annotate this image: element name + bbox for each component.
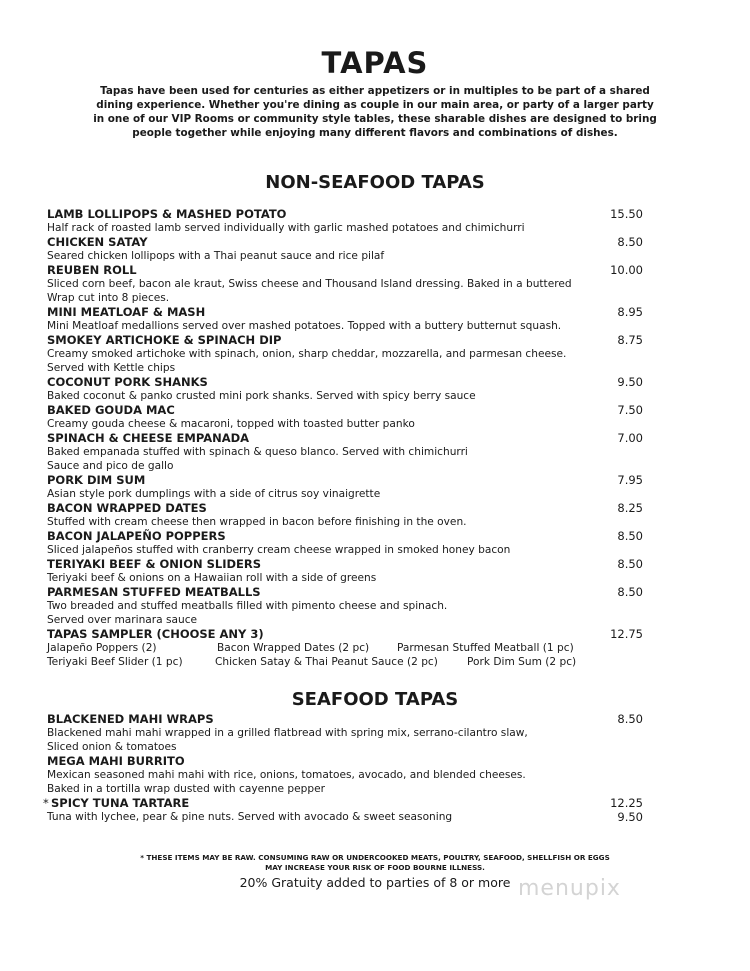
item-description: Stuffed with cream cheese then wrapped in bacon before finishing in the oven. (47, 516, 467, 528)
item-name: TAPAS SAMPLER (CHOOSE ANY 3) (47, 627, 264, 641)
item-price: 8.95 (617, 305, 643, 319)
menu-item (47, 501, 647, 529)
sampler-option: Parmesan Stuffed Meatball (1 pc) (397, 642, 574, 654)
item-price: 12.75 (610, 627, 643, 641)
item-price: 7.00 (617, 431, 643, 445)
item-name: CHICKEN SATAY (47, 235, 148, 249)
item-price: 8.50 (617, 529, 643, 543)
sampler-option: Teriyaki Beef Slider (1 pc) (47, 656, 183, 668)
item-name: BACON WRAPPED DATES (47, 501, 207, 515)
menu-item (47, 585, 647, 627)
item-price: 9.50 (617, 375, 643, 389)
raw-asterisk: * (43, 796, 49, 810)
item-name: BLACKENED MAHI WRAPS (47, 712, 214, 726)
warning-line: * THESE ITEMS MAY BE RAW. CONSUMING RAW OR UNDERCOOKED MEATS, POULTRY, SEAFOOD, SHELLFISH OR EGGS (140, 853, 610, 862)
item-description: Asian style pork dumplings with a side of citrus soy vinaigrette (47, 488, 381, 500)
item-description: Teriyaki beef & onions on a Hawaiian roll with a side of greens (47, 572, 377, 584)
warning-line: MAY INCREASE YOUR RISK OF FOOD BOURNE ILLNESS. (265, 863, 485, 872)
item-name: SMOKEY ARTICHOKE & SPINACH DIP (47, 333, 282, 347)
item-name: BACON JALAPEÑO POPPERS (47, 529, 226, 543)
item-description: Blackened mahi mahi wrapped in a grilled flatbread with spring mix, serrano-cilantro slaw, Sliced onion & tomatoes (47, 727, 528, 753)
item-name: MEGA MAHI BURRITO (47, 754, 185, 768)
non-seafood-heading: NON-SEAFOOD TAPAS (265, 172, 485, 193)
menu-item (47, 305, 647, 333)
item-name: PARMESAN STUFFED MEATBALLS (47, 585, 261, 599)
menu-item (47, 375, 647, 403)
item-name: PORK DIM SUM (47, 473, 146, 487)
item-name: BAKED GOUDA MAC (47, 403, 175, 417)
item-price: 12.25 (610, 796, 643, 810)
item-description: Mexican seasoned mahi mahi with rice, onions, tomatoes, avocado, and blended cheeses. Baked in a tortilla wrap dusted with cayenne pepper (47, 769, 526, 795)
non-seafood-list (47, 207, 647, 669)
item-name: COCONUT PORK SHANKS (47, 375, 208, 389)
item-price: 8.50 (617, 712, 643, 726)
item-price: 15.50 (610, 207, 643, 221)
item-name: SPINACH & CHEESE EMPANADA (47, 431, 250, 445)
item-description: Baked coconut & panko crusted mini pork shanks. Served with spicy berry sauce (47, 390, 476, 402)
item-price: 9.50 (617, 810, 643, 824)
gratuity-note: 20% Gratuity added to parties of 8 or more (239, 875, 511, 890)
item-name: LAMB LOLLIPOPS & MASHED POTATO (47, 207, 287, 221)
item-description: Sliced jalapeños stuffed with cranberry cream cheese wrapped in smoked honey bacon (47, 544, 511, 556)
item-price: 8.50 (617, 235, 643, 249)
menu-item (47, 529, 647, 557)
item-description: Tuna with lychee, pear & pine nuts. Served with avocado & sweet seasoning (47, 811, 453, 823)
item-name: REUBEN ROLL (47, 263, 137, 277)
item-description: Creamy smoked artichoke with spinach, onion, sharp cheddar, mozzarella, and parmesan cheese. Served with Kettle chips (47, 348, 567, 374)
menu-item (47, 557, 647, 585)
item-price: 8.50 (617, 557, 643, 571)
menu-item (47, 235, 647, 263)
sampler-option: Chicken Satay & Thai Peanut Sauce (2 pc) (215, 656, 438, 668)
menu-item (47, 333, 647, 375)
item-description: Creamy gouda cheese & macaroni, topped with toasted butter panko (47, 418, 415, 430)
item-description: Sliced corn beef, bacon ale kraut, Swiss cheese and Thousand Island dressing. Baked in a buttered Wrap cut into 8 pieces. (47, 278, 572, 304)
sampler-option: Jalapeño Poppers (2) (47, 642, 157, 654)
item-price: 7.50 (617, 403, 643, 417)
sampler-item (47, 627, 647, 669)
seafood-heading: SEAFOOD TAPAS (291, 689, 459, 710)
item-description: Baked empanada stuffed with spinach & queso blanco. Served with chimichurri Sauce and pico de gallo (47, 446, 468, 472)
menupix-watermark: menupix (518, 876, 621, 901)
item-description: Two breaded and stuffed meatballs filled with pimento cheese and spinach. Served over marinara sauce (47, 600, 448, 626)
item-price: 10.00 (610, 263, 643, 277)
item-price: 8.50 (617, 585, 643, 599)
menu-item (47, 431, 647, 473)
menu-item (47, 263, 647, 305)
sampler-options (47, 641, 647, 669)
menu-item (47, 712, 647, 754)
menu-item (47, 403, 647, 431)
item-name: TERIYAKI BEEF & ONION SLIDERS (47, 557, 262, 571)
raw-food-warning (0, 853, 750, 873)
intro-text: Tapas have been used for centuries as either appetizers or in multiples to be part of a shared dining experience. Whether you're dining as couple in our main area, or party of a larger party in one of our VIP Rooms or community style tables, these sharable dishes are designed to bring people together while enjoying many different flavors and combinations of dishes. (93, 85, 657, 139)
item-description: Seared chicken lollipops with a Thai peanut sauce and rice pilaf (47, 250, 385, 262)
item-price: 8.25 (617, 501, 643, 515)
menu-item (47, 473, 647, 501)
item-price: 8.75 (617, 333, 643, 347)
seafood-list (43, 712, 647, 824)
sampler-option: Pork Dim Sum (2 pc) (467, 656, 577, 668)
item-price: 7.95 (617, 473, 643, 487)
menu-item (43, 796, 647, 824)
sampler-option: Bacon Wrapped Dates (2 pc) (217, 642, 370, 654)
item-name: SPICY TUNA TARTARE (51, 796, 190, 810)
menu-item (47, 207, 647, 235)
item-description: Half rack of roasted lamb served individually with garlic mashed potatoes and chimichurri (47, 222, 525, 234)
item-description: Mini Meatloaf medallions served over mashed potatoes. Topped with a buttery butternut squash. (47, 320, 562, 332)
page-title: TAPAS (321, 46, 429, 80)
item-name: MINI MEATLOAF & MASH (47, 305, 206, 319)
